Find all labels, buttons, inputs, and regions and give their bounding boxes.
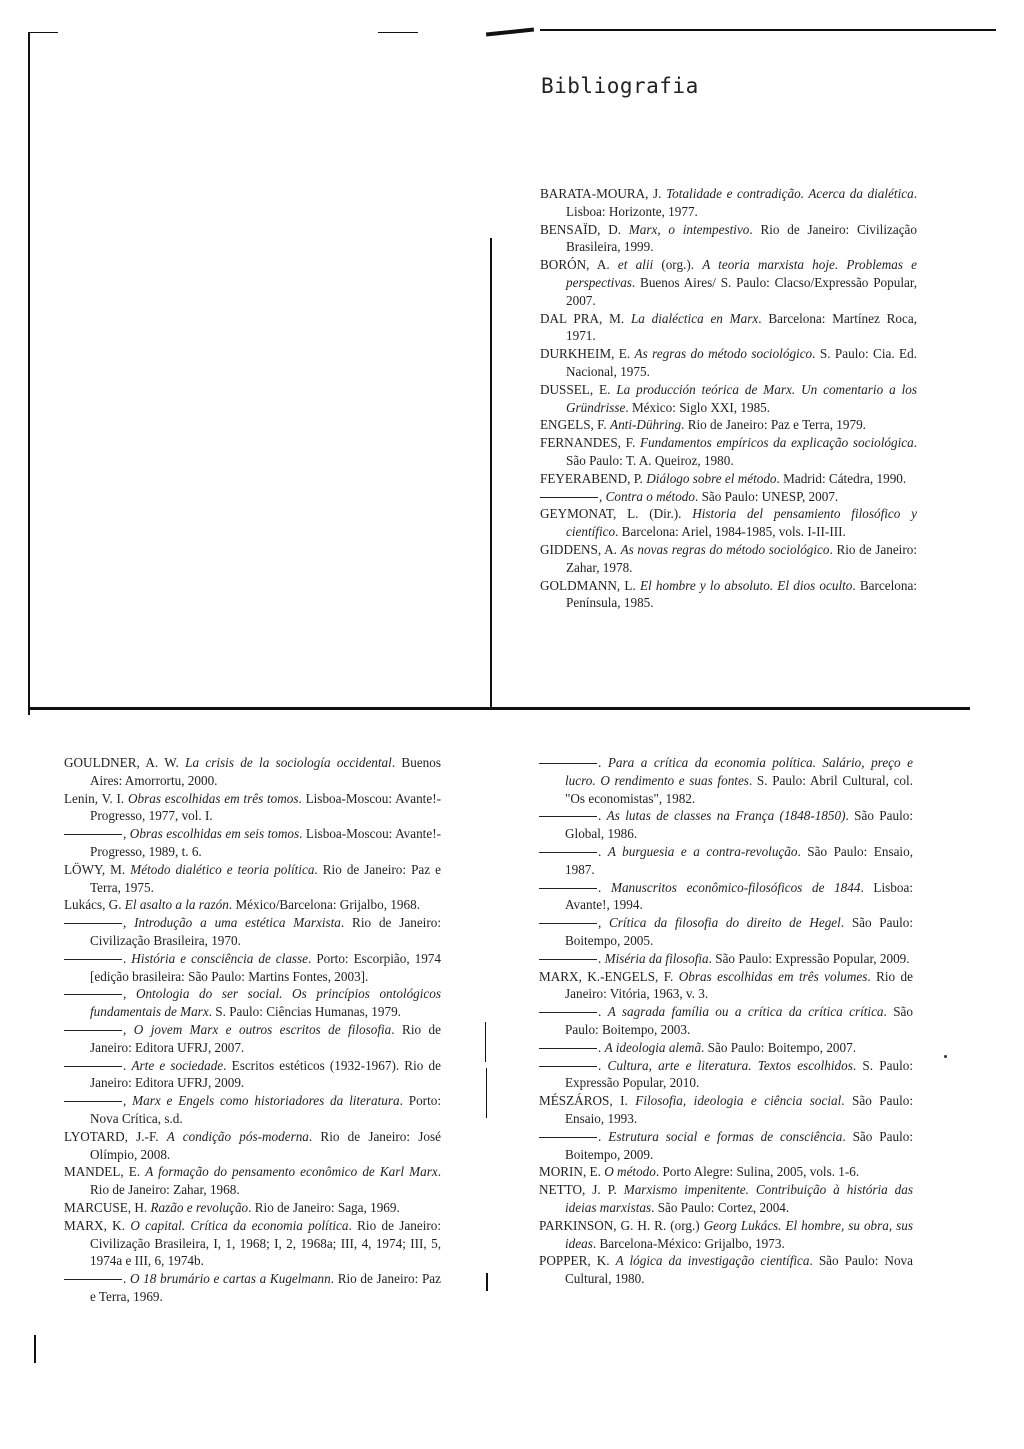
scan-mark-bottom-left [34,1335,36,1363]
bibliography-entry [539,807,913,843]
repeat-author-dash [539,1048,597,1049]
entry-title: Historia del pensamiento filosófico y científico [566,506,917,540]
entry-author: GOLDMANN, L. [540,577,640,593]
entry-publication: . São Paulo: Boitempo, 2003. [565,1004,914,1037]
entry-author: MÉSZÁROS, I. [539,1093,636,1109]
repeat-author-dash [64,1279,122,1280]
bibliography-entry [539,1039,913,1057]
repeat-author-dash [539,1066,597,1067]
repeat-author-dash [64,959,122,960]
bibliography-entry [539,1217,913,1253]
entry-publication: . Barcelona-México: Grijalbo, 1973. [592,1235,785,1251]
entry-publication: . S. Paulo: Abril Cultural, col. "Os economistas", 1982. [565,772,913,806]
scan-mark-top [486,28,534,37]
bibliography-column-left [64,754,441,1306]
repeat-author-dash [539,852,597,853]
entry-publication: . Madrid: Cátedra, 1990. [776,470,907,486]
entry-title: Obras escolhidas em três volumes [678,968,868,984]
entry-title: La dialéctica en Marx [630,310,759,326]
entry-publication: . Buenos Aires/ S. Paulo: Clacso/Expressão Popular, 2007. [566,274,917,308]
entry-title: Ontologia do ser social. Os princípios ontológicos fundamentais de Marx [90,986,442,1020]
entry-author: LYOTARD, J.-F. [64,1128,167,1144]
bibliography-entry [64,861,441,897]
entry-publication: . México/Barcelona: Grijalbo, 1968. [228,897,421,913]
entry-title: As lutas de classes na França (1848-1850) [606,808,846,824]
bibliography-entry [540,416,917,434]
bibliography-entry [64,1199,441,1217]
entry-title: O capital. Crítica da economia política [130,1217,349,1233]
scan-fold-horizontal [30,707,970,710]
entry-publication: . São Paulo: Nova Cultural, 1980. [565,1253,913,1287]
entry-title: A sagrada família ou a crítica da crítica crítica [607,1004,884,1020]
entry-publication: . Buenos Aires: Amorrortu, 2000. [90,755,441,788]
bibliography-entry [540,185,917,221]
entry-title: Totalidade e contradição. Acerca da dialética [666,186,914,201]
bibliography-entry [540,488,917,506]
bibliography-entry [540,381,917,417]
entry-title: História e consciência de classe [131,950,309,966]
entry-publication: . Barcelona: Ariel, 1984-1985, vols. I-II-III. [615,524,846,540]
bibliography-entry [540,470,917,488]
entry-title: El hombre y lo absoluto. El dios oculto [639,577,853,593]
scan-border-left [28,33,30,715]
entry-title: A ideologia alemã [604,1039,702,1055]
entry-author: MANDEL, E. [64,1164,146,1180]
bibliography-column-right [539,754,913,1288]
scan-mark-center-3 [486,1273,488,1291]
entry-author: BORÓN, A. [540,257,618,273]
scan-border-top-mid [378,32,418,33]
repeat-author-dash [64,1066,122,1067]
scan-border-top-right [540,29,996,31]
entry-author: , [598,915,609,931]
entry-publication: . Escritos estéticos (1932-1967). Rio de Janeiro: Editora UFRJ, 2009. [90,1057,441,1091]
entry-title: A condição pós-moderna [166,1128,309,1144]
entry-title: Anti-Dühring [610,417,682,433]
entry-author: . [598,755,608,770]
bibliography-entry [539,1128,913,1164]
entry-author: . [598,1039,605,1055]
bibliography-entry [64,790,441,826]
repeat-author-dash [64,1101,122,1102]
entry-author: FEYERABEND, P. [540,470,647,486]
bibliography-entry [539,1181,913,1217]
entry-author: GOULDNER, A. W. [64,755,186,770]
entry-publication: . Rio de Janeiro: Paz e Terra, 1969. [90,1271,441,1304]
entry-author: , [123,1021,134,1037]
entry-author: , [123,915,135,931]
entry-publication: . México: Siglo XXI, 1985. [625,399,771,415]
entry-title: O 18 brumário e cartas a Kugelmann [129,1271,331,1287]
entry-publication: . Rio de Janeiro: Civilização Brasileira, 1970. [90,915,441,948]
bibliography-entry [64,1163,441,1199]
entry-publication: . Lisboa-Moscou: Avante!-Progresso, 1977, vol. I. [90,790,441,824]
repeat-author-dash [539,1012,597,1013]
repeat-author-dash [539,888,597,889]
entry-publication: . Lisboa: Horizonte, 1977. [566,186,917,219]
entry-publication: . Rio de Janeiro: Civilização Brasileira, I, 1, 1968; I, 2, 1968a; III, 4, 1974; III, 5, 1974a e III, 6, 1974b. [90,1217,442,1269]
entry-author: . [123,950,132,966]
repeat-author-dash [64,834,122,835]
entry-author: LÖWY, M. [64,861,131,877]
entry-publication: . São Paulo: Boitempo, 2005. [565,915,913,948]
entry-author: . [598,950,605,966]
entry-title: Obras escolhidas em três tomos [128,790,299,806]
bibliography-entry [539,1057,913,1093]
entry-title: Introdução a uma estética Marxista [134,915,341,931]
entry-publication: . Porto: Escorpião, 1974 [edição brasileira: São Paulo: Martins Fontes, 2003]. [90,950,441,984]
entry-publication: . Rio de Janeiro: Saga, 1969. [248,1199,400,1215]
entry-title: Estrutura social e formas de consciência [608,1128,843,1144]
repeat-author-dash [540,497,598,498]
entry-author: MARX, K. [64,1217,131,1233]
entry-author: . [598,879,611,895]
bibliography-entry [64,896,441,914]
bibliography-entry [64,1092,441,1128]
entry-title: O método [604,1164,656,1180]
entry-author: , [123,1093,133,1109]
entry-publication: . São Paulo: T. A. Queiroz, 1980. [566,435,918,468]
entry-author: FERNANDES, F. [540,435,640,451]
entry-title: A lógica da investigação científica [615,1253,810,1269]
entry-publication: . Porto: Nova Crítica, s.d. [90,1093,441,1126]
entry-author: , [599,488,606,504]
entry-publication: . Rio de Janeiro: José Olímpio, 2008. [90,1128,441,1162]
entry-title: Marx e Engels como historiadores da literatura [132,1093,400,1109]
entry-author: . [598,1128,609,1144]
entry-author: . [598,1004,608,1020]
entry-author: MORIN, E. [539,1164,605,1180]
entry-author: , [123,826,130,842]
entry-publication: (org.). [653,257,703,273]
entry-author: MARCUSE, H. [64,1199,151,1215]
entry-publication: . S. Paulo: Cia. Ed. Nacional, 1975. [566,346,917,379]
bibliography-entry [539,968,913,1004]
entry-publication: . Porto Alegre: Sulina, 2005, vols. 1-6. [655,1164,860,1180]
bibliography-entry [64,1128,441,1164]
bibliography-entry [539,843,913,879]
bibliography-entry [540,221,917,257]
repeat-author-dash [539,923,597,924]
bibliography-entry [540,577,917,613]
repeat-author-dash [64,1030,122,1031]
bibliography-entry [540,256,917,309]
entry-title: La producción teórica de Marx. Un comentario a los Gründrisse [566,381,917,415]
entry-title: Manuscritos econômico-filosóficos de 1844 [610,879,861,895]
repeat-author-dash [64,994,122,995]
bibliography-entry [64,1217,441,1270]
entry-title: Para a crítica da economia política. Salário, preço e lucro. O rendimento e suas fontes [565,755,913,788]
repeat-author-dash [539,959,597,960]
bibliography-entry [64,1270,441,1306]
entry-author: DUSSEL, E. [540,381,617,397]
entry-title: Obras escolhidas em seis tomos [129,826,300,842]
bibliography-entry [64,754,441,790]
entry-title: Razão e revolução [150,1199,249,1215]
bibliography-entry [64,914,441,950]
bibliography-entry [539,1163,913,1181]
entry-title: Método dialético e teoria política [130,861,315,877]
entry-publication: . São Paulo: Expressão Popular, 2009. [708,950,910,966]
repeat-author-dash [64,923,122,924]
entry-author: ENGELS, F. [540,417,611,433]
entry-publication: . Rio de Janeiro: Civilização Brasileira, 1999. [566,221,918,255]
entry-title: A burguesia e a contra-revolução [607,843,798,859]
entry-author: . [123,1271,130,1287]
entry-author: , [123,986,136,1002]
bibliography-entry [539,1092,913,1128]
entry-publication: . São Paulo: Ensaio, 1987. [565,843,913,877]
entry-author: . [598,1057,608,1073]
entry-author: . [598,808,607,824]
entry-title: Arte e sociedade [131,1057,224,1073]
bibliography-entry [539,1003,913,1039]
entry-publication: . São Paulo: Boitempo, 2007. [701,1039,856,1055]
entry-title: A teoria marxista hoje. Problemas e perspectivas [566,257,917,290]
bibliography-entry [64,1057,441,1093]
entry-publication: . Rio de Janeiro: Editora UFRJ, 2007. [90,1021,441,1055]
bibliography-entry [540,345,917,381]
entry-author: . [598,843,608,859]
entry-author: BARATA-MOURA, J. [540,186,667,201]
repeat-author-dash [539,816,597,817]
entry-title: Filosofia, ideologia e ciência social [635,1093,842,1109]
entry-title: Contra o método [605,488,695,504]
entry-author: NETTO, J. P. [539,1182,624,1198]
bibliography-entry [539,950,913,968]
entry-title: Crítica da filosofia do direito de Hegel [609,915,841,931]
entry-publication: . Rio de Janeiro: Zahar, 1978. [566,541,917,575]
entry-author: DURKHEIM, E. [540,346,635,362]
entry-author: DAL PRA, M. [540,310,631,326]
bibliography-entry [540,310,917,346]
entry-title: Fundamentos empíricos da explicação sociológica [639,435,914,451]
entry-publication: . São Paulo: Cortez, 2004. [651,1199,790,1215]
entry-title: Miséria da filosofia [604,950,709,966]
entry-title: A formação do pensamento econômico de Karl Marx [145,1164,438,1180]
bibliography-entry [539,754,913,807]
bibliography-entry [539,879,913,915]
entry-publication: . Lisboa-Moscou: Avante!-Progresso, 1989, t. 6. [90,826,441,859]
entry-title: La crisis de la sociología occidental [185,755,392,770]
page-heading: Bibliografia [541,74,699,98]
bibliography-entry [64,1021,441,1057]
bibliography-entry [539,914,913,950]
entry-publication: . Barcelona: Península, 1985. [566,577,917,611]
entry-author: GEYMONAT, L. (Dir.). [540,506,693,522]
entry-author: Lukács, G. [64,897,125,913]
scan-fold-vertical [490,238,492,708]
entry-title: O jovem Marx e outros escritos de filosofia [133,1021,392,1037]
entry-publication: . São Paulo: Global, 1986. [565,808,914,842]
bibliography-entry [64,985,441,1021]
entry-title: As regras do método sociológico [634,346,813,362]
entry-author: GIDDENS, A. [540,541,621,557]
entry-publication: . São Paulo: Boitempo, 2009. [565,1128,914,1162]
entry-title: Marxismo impenitente. Contribuição à história das ideias marxistas [565,1182,913,1215]
entry-publication: . Lisboa: Avante!, 1994. [565,879,913,913]
entry-author: MARX, K.-ENGELS, F. [539,968,679,984]
entry-publication: . Rio de Janeiro: Paz e Terra, 1979. [681,417,866,433]
entry-author: PARKINSON, G. H. R. (org.) [539,1217,704,1233]
entry-publication: . São Paulo: UNESP, 2007. [694,488,839,504]
scan-speck [944,1055,947,1058]
entry-title: As novas regras do método sociológico [620,541,830,557]
scan-border-top-left [28,32,58,33]
bibliography-entry [539,1252,913,1288]
entry-publication: . Rio de Janeiro: Vitória, 1963, v. 3. [565,968,913,1002]
entry-title: Georg Lukács. El hombre, su obra, sus ideas [565,1217,913,1251]
entry-publication: . Rio de Janeiro: Paz e Terra, 1975. [90,861,442,895]
entry-author: BENSAÏD, D. [540,221,629,237]
entry-publication: . S. Paulo: Expressão Popular, 2010. [565,1057,913,1091]
entry-publication: . São Paulo: Ensaio, 1993. [565,1093,913,1126]
bibliography-entry [64,825,441,861]
entry-title: Diálogo sobre el método [646,470,777,486]
entry-title: et alii [617,257,654,273]
entry-author: . [123,1057,132,1073]
repeat-author-dash [539,1137,597,1138]
entry-publication: . Rio de Janeiro: Zahar, 1968. [90,1164,441,1198]
bibliography-entry [540,541,917,577]
entry-title: Cultura, arte e literatura. Textos escolhidos [607,1057,853,1073]
entry-title: El asalto a la razón [124,897,229,913]
entry-title: Marx, o intempestivo [628,221,750,237]
repeat-author-dash [539,763,597,764]
bibliography-entry [64,950,441,986]
bibliography-entry [540,505,917,541]
bibliography-entry [540,434,917,470]
scan-mark-center-1 [485,1022,486,1062]
scan-mark-center-2 [486,1068,487,1118]
entry-publication: . Barcelona: Martínez Roca, 1971. [566,310,918,344]
entry-author: Lenin, V. I. [64,790,129,806]
entry-publication: . S. Paulo: Ciências Humanas, 1979. [208,1004,401,1020]
bibliography-column-top [540,185,917,612]
entry-author: POPPER, K. [539,1253,616,1269]
